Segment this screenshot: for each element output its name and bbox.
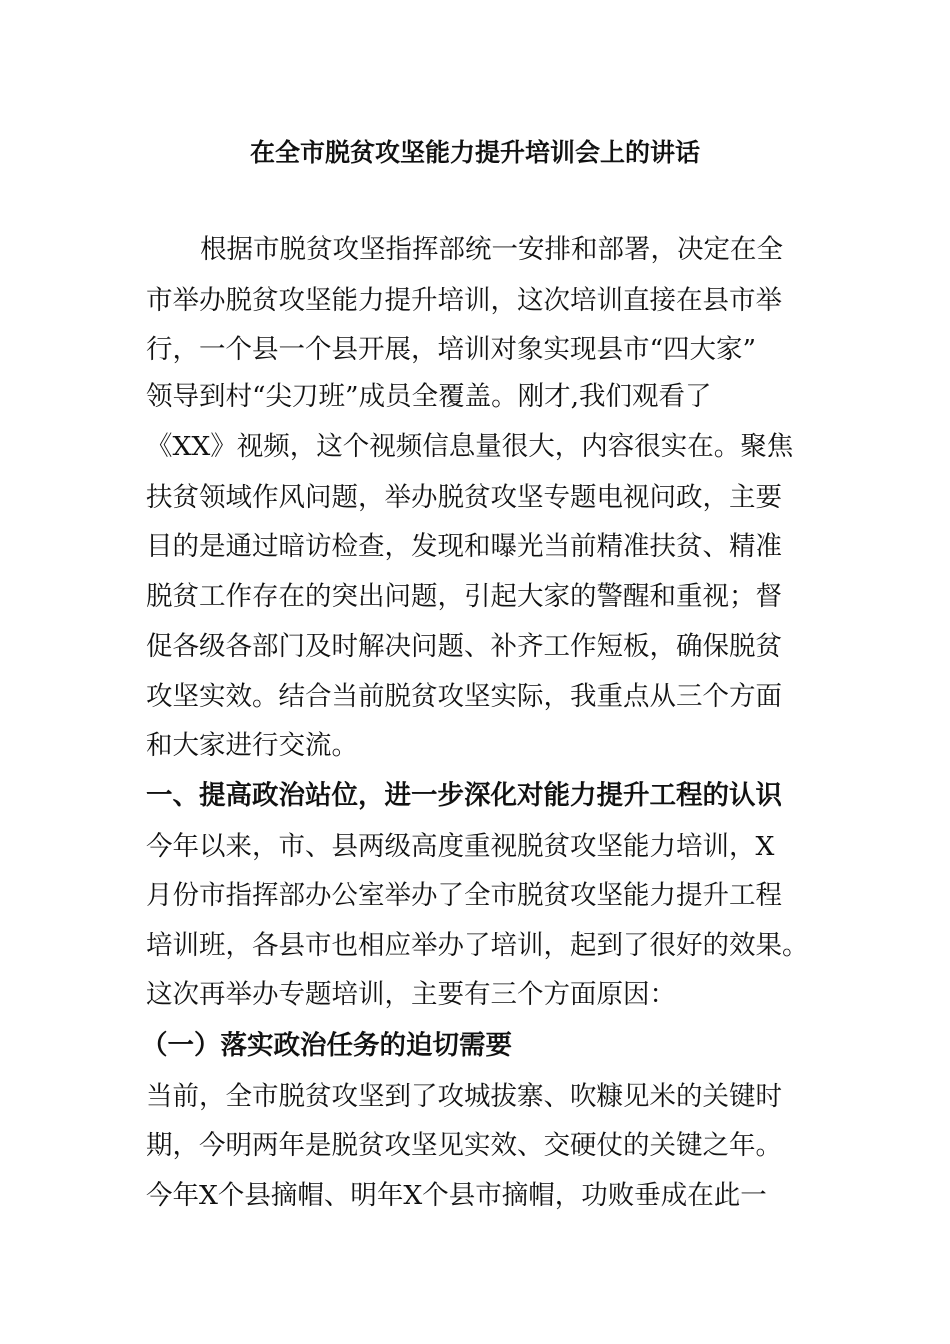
section-heading: 一、提高政治站位，进一步深化对能力提升工程的认识 bbox=[146, 780, 782, 811]
paragraph-line: 促各级各部门及时解决问题、补齐工作短板，确保脱贫 bbox=[146, 631, 782, 662]
paragraph-line: 培训班，各县市也相应举办了培训，起到了很好的效果。 bbox=[146, 930, 809, 961]
subsection-heading: （一）落实政治任务的迫切需要 bbox=[141, 1030, 512, 1061]
paragraph-line: 这次再举办专题培训，主要有三个方面原因： bbox=[146, 979, 676, 1010]
paragraph-line: 行，一个县一个县开展，培训对象实现县市“四大家” bbox=[146, 334, 757, 365]
paragraph-line: 市举办脱贫攻坚能力提升培训，这次培训直接在县市举 bbox=[146, 285, 782, 316]
paragraph-line: 当前，全市脱贫攻坚到了攻城拔寨、吹糠见米的关键时 bbox=[146, 1081, 782, 1112]
paragraph-line: 和大家进行交流。 bbox=[146, 730, 358, 761]
paragraph-line: 脱贫工作存在的突出问题，引起大家的警醒和重视；督 bbox=[146, 581, 782, 612]
document-title: 在全市脱贫攻坚能力提升培训会上的讲话 bbox=[249, 138, 700, 167]
paragraph-line: 月份市指挥部办公室举办了全市脱贫攻坚能力提升工程 bbox=[146, 880, 782, 911]
paragraph-line: 《XX》视频，这个视频信息量很大，内容很实在。聚焦 bbox=[146, 431, 794, 462]
paragraph-line: 根据市脱贫攻坚指挥部统一安排和部署，决定在全 bbox=[200, 234, 783, 265]
paragraph-line: 今年以来，市、县两级高度重视脱贫攻坚能力培训，X bbox=[146, 831, 775, 862]
paragraph-line: 期，今明两年是脱贫攻坚见实效、交硬仗的关键之年。 bbox=[146, 1130, 782, 1161]
paragraph-line: 扶贫领域作风问题，举办脱贫攻坚专题电视问政，主要 bbox=[146, 482, 782, 513]
paragraph-line: 攻坚实效。结合当前脱贫攻坚实际，我重点从三个方面 bbox=[146, 681, 782, 712]
paragraph-line: 领导到村“尖刀班”成员全覆盖。刚才,我们观看了 bbox=[146, 381, 712, 412]
paragraph-line: 今年X个县摘帽、明年X个县市摘帽，功败垂成在此一 bbox=[146, 1180, 767, 1211]
paragraph-line: 目的是通过暗访检查，发现和曝光当前精准扶贫、精准 bbox=[146, 531, 782, 562]
